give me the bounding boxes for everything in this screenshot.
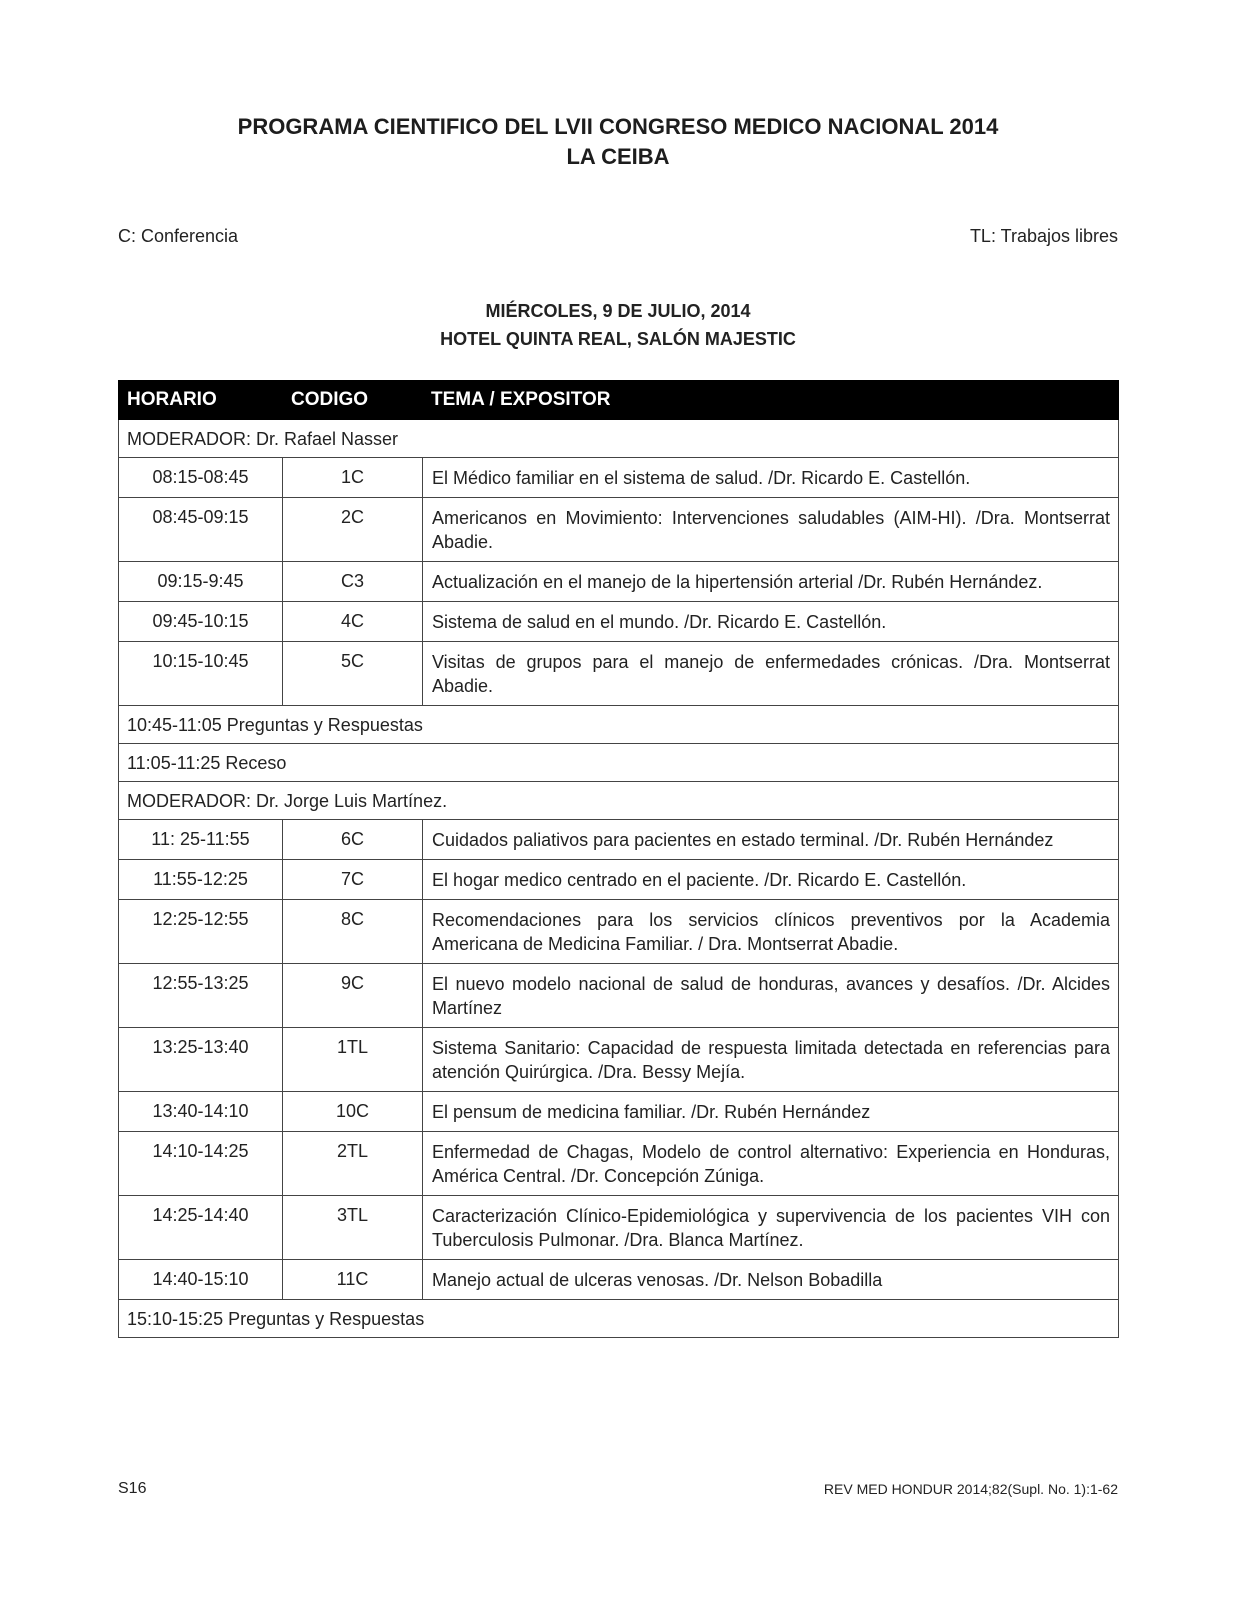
table-row bbox=[119, 1260, 1119, 1300]
section-label: MODERADOR: Dr. Jorge Luis Martínez. bbox=[119, 782, 1119, 820]
cell-tema: Enfermedad de Chagas, Modelo de control alternativo: Experiencia en Honduras, América Central. /Dr. Concepción Zúniga. bbox=[423, 1132, 1119, 1196]
cell-codigo: 7C bbox=[283, 860, 423, 900]
table-row bbox=[119, 1132, 1119, 1196]
cell-codigo: C3 bbox=[283, 562, 423, 602]
journal-citation: REV MED HONDUR 2014;82(Supl. No. 1):1-62 bbox=[823, 1481, 1118, 1497]
table-row bbox=[119, 860, 1119, 900]
session-date: MIÉRCOLES, 9 DE JULIO, 2014 bbox=[485, 301, 751, 321]
column-header-tema: TEMA / EXPOSITOR bbox=[423, 381, 1119, 420]
cell-codigo: 10C bbox=[283, 1092, 423, 1132]
cell-tema: Recomendaciones para los servicios clínicos preventivos por la Academia Americana de Medicina Familiar. / Dra. Montserrat Abadie. bbox=[423, 900, 1119, 964]
table-row bbox=[119, 458, 1119, 498]
section-label: MODERADOR: Dr. Rafael Nasser bbox=[119, 420, 1119, 458]
cell-horario: 12:25-12:55 bbox=[119, 900, 283, 964]
legend-trabajos-libres: TL: Trabajos libres bbox=[969, 226, 1118, 246]
cell-tema: Cuidados paliativos para pacientes en estado terminal. /Dr. Rubén Hernández bbox=[423, 820, 1119, 860]
table-row bbox=[119, 1028, 1119, 1092]
cell-horario: 09:15-9:45 bbox=[119, 562, 283, 602]
cell-horario: 13:25-13:40 bbox=[119, 1028, 283, 1092]
table-header-row bbox=[119, 381, 1119, 420]
table-row bbox=[119, 562, 1119, 602]
table-row bbox=[119, 820, 1119, 860]
cell-horario: 10:15-10:45 bbox=[119, 642, 283, 706]
cell-codigo: 1C bbox=[283, 458, 423, 498]
table-row-section bbox=[119, 744, 1119, 782]
title-line-1: PROGRAMA CIENTIFICO DEL LVII CONGRESO MEDICO NACIONAL 2014 bbox=[237, 114, 999, 139]
table-row bbox=[119, 602, 1119, 642]
cell-codigo: 3TL bbox=[283, 1196, 423, 1260]
cell-horario: 14:40-15:10 bbox=[119, 1260, 283, 1300]
cell-horario: 14:10-14:25 bbox=[119, 1132, 283, 1196]
cell-tema: Manejo actual de ulceras venosas. /Dr. Nelson Bobadilla bbox=[423, 1260, 1119, 1300]
document-title bbox=[0, 112, 1236, 172]
cell-horario: 08:45-09:15 bbox=[119, 498, 283, 562]
session-heading bbox=[0, 297, 1236, 353]
schedule-body bbox=[119, 420, 1119, 1338]
table-row-section bbox=[119, 1300, 1119, 1338]
cell-tema: Visitas de grupos para el manejo de enfermedades crónicas. /Dra. Montserrat Abadie. bbox=[423, 642, 1119, 706]
cell-horario: 08:15-08:45 bbox=[119, 458, 283, 498]
cell-horario: 13:40-14:10 bbox=[119, 1092, 283, 1132]
cell-horario: 09:45-10:15 bbox=[119, 602, 283, 642]
cell-tema: Sistema de salud en el mundo. /Dr. Ricardo E. Castellón. bbox=[423, 602, 1119, 642]
legend-conferencia: C: Conferencia bbox=[118, 226, 239, 246]
section-label: 10:45-11:05 Preguntas y Respuestas bbox=[119, 706, 1119, 744]
cell-tema: El nuevo modelo nacional de salud de honduras, avances y desafíos. /Dr. Alcides Martínez bbox=[423, 964, 1119, 1028]
column-header-horario: HORARIO bbox=[119, 381, 283, 420]
cell-tema: Actualización en el manejo de la hipertensión arterial /Dr. Rubén Hernández. bbox=[423, 562, 1119, 602]
cell-codigo: 8C bbox=[283, 900, 423, 964]
cell-horario: 14:25-14:40 bbox=[119, 1196, 283, 1260]
column-header-codigo: CODIGO bbox=[283, 381, 423, 420]
table-row bbox=[119, 900, 1119, 964]
cell-horario: 11:55-12:25 bbox=[119, 860, 283, 900]
cell-tema: El Médico familiar en el sistema de salud. /Dr. Ricardo E. Castellón. bbox=[423, 458, 1119, 498]
cell-codigo: 9C bbox=[283, 964, 423, 1028]
cell-codigo: 11C bbox=[283, 1260, 423, 1300]
cell-codigo: 2TL bbox=[283, 1132, 423, 1196]
table-row bbox=[119, 1092, 1119, 1132]
table-row-section bbox=[119, 420, 1119, 458]
table-row-section bbox=[119, 706, 1119, 744]
page-number: S16 bbox=[118, 1480, 147, 1497]
table-row bbox=[119, 642, 1119, 706]
cell-tema: Caracterización Clínico-Epidemiológica y supervivencia de los pacientes VIH con Tuberculosis Pulmonar. /Dra. Blanca Martínez. bbox=[423, 1196, 1119, 1260]
cell-tema: El hogar medico centrado en el paciente. /Dr. Ricardo E. Castellón. bbox=[423, 860, 1119, 900]
cell-codigo: 4C bbox=[283, 602, 423, 642]
table-row bbox=[119, 498, 1119, 562]
cell-codigo: 6C bbox=[283, 820, 423, 860]
cell-tema: Sistema Sanitario: Capacidad de respuesta limitada detectada en referencias para atención Quirúrgica. /Dra. Bessy Mejía. bbox=[423, 1028, 1119, 1092]
cell-codigo: 2C bbox=[283, 498, 423, 562]
cell-tema: Americanos en Movimiento: Intervenciones saludables (AIM-HI). /Dra. Montserrat Abadie. bbox=[423, 498, 1119, 562]
cell-codigo: 5C bbox=[283, 642, 423, 706]
cell-tema: El pensum de medicina familiar. /Dr. Rubén Hernández bbox=[423, 1092, 1119, 1132]
schedule-table bbox=[118, 380, 1119, 1338]
cell-codigo: 1TL bbox=[283, 1028, 423, 1092]
cell-horario: 11: 25-11:55 bbox=[119, 820, 283, 860]
section-label: 15:10-15:25 Preguntas y Respuestas bbox=[119, 1300, 1119, 1338]
cell-horario: 12:55-13:25 bbox=[119, 964, 283, 1028]
section-label: 11:05-11:25 Receso bbox=[119, 744, 1119, 782]
table-row bbox=[119, 1196, 1119, 1260]
title-line-2: LA CEIBA bbox=[566, 144, 670, 169]
table-row bbox=[119, 964, 1119, 1028]
session-venue: HOTEL QUINTA REAL, SALÓN MAJESTIC bbox=[440, 329, 796, 349]
table-row-section bbox=[119, 782, 1119, 820]
